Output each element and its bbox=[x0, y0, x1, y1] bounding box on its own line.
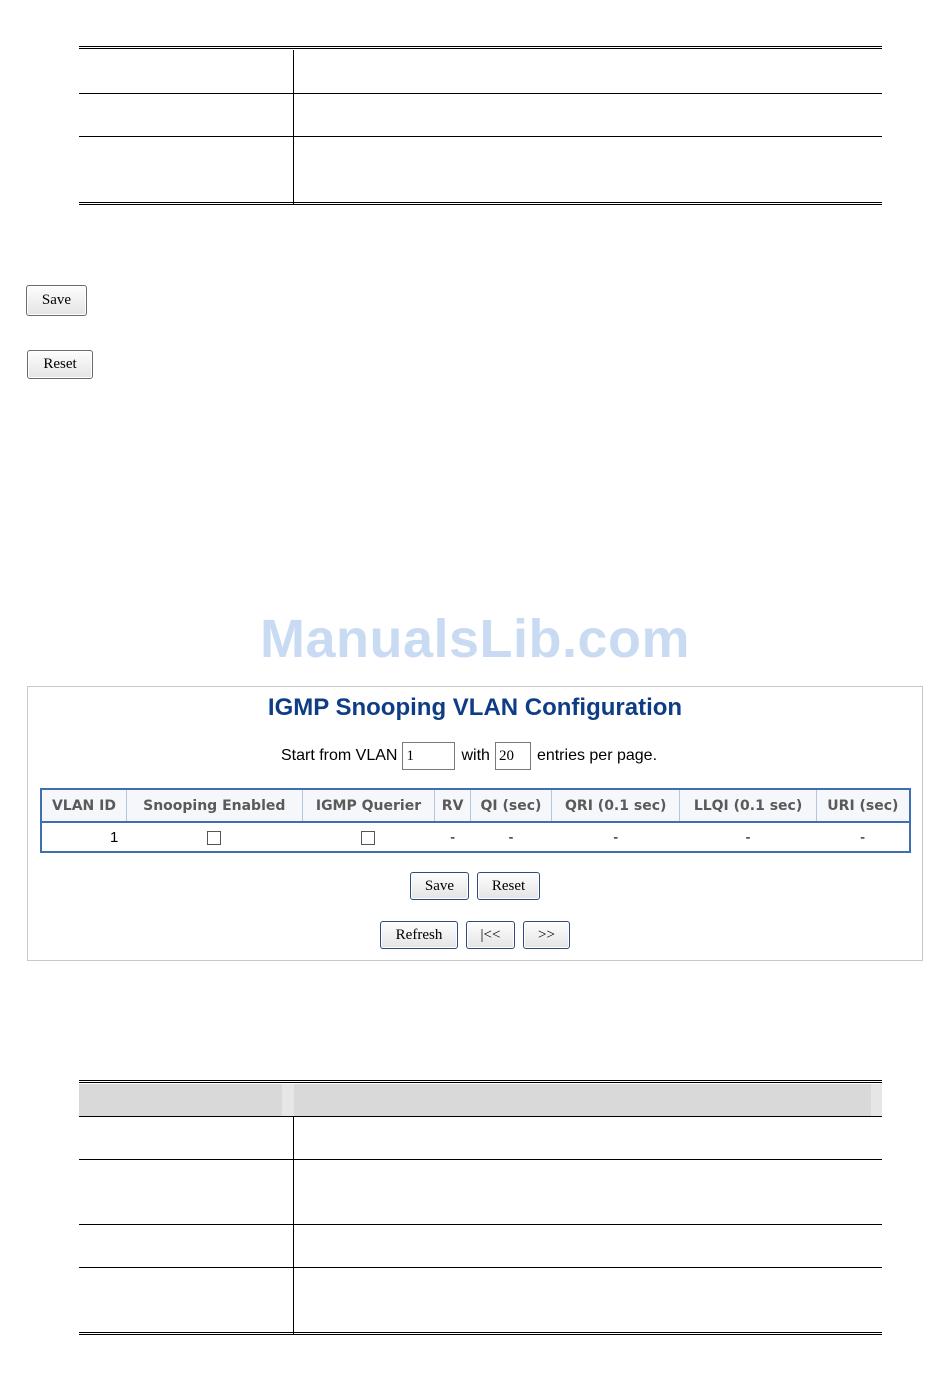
entries-per-page-label: entries per page. bbox=[536, 747, 658, 764]
reset-button[interactable]: Reset bbox=[27, 350, 93, 379]
qri-cell: - bbox=[613, 828, 619, 846]
table-row bbox=[41, 822, 910, 852]
vlan-config-table bbox=[40, 788, 911, 853]
table-header-row bbox=[41, 789, 910, 822]
panel-save-button[interactable]: Save bbox=[410, 872, 469, 900]
next-page-button[interactable]: >> bbox=[523, 921, 570, 949]
snooping-enabled-cell bbox=[126, 822, 302, 852]
col-qri: QRI (0.1 sec) bbox=[552, 789, 680, 822]
page-title: IGMP Snooping VLAN Configuration bbox=[267, 694, 683, 721]
col-snooping-enabled: Snooping Enabled bbox=[126, 789, 302, 822]
start-from-label: Start from VLAN bbox=[281, 747, 398, 764]
qi-cell: - bbox=[508, 828, 514, 846]
col-igmp-querier: IGMP Querier bbox=[302, 789, 435, 822]
panel-reset-button[interactable]: Reset bbox=[477, 872, 540, 900]
igmp-querier-checkbox[interactable] bbox=[361, 831, 375, 845]
save-button[interactable]: Save bbox=[26, 285, 87, 316]
watermark: ManualsLib.com bbox=[259, 609, 691, 669]
col-rv: RV bbox=[435, 789, 471, 822]
start-vlan-input[interactable] bbox=[402, 742, 455, 770]
paging-row bbox=[281, 742, 657, 770]
refresh-button[interactable]: Refresh bbox=[380, 921, 458, 949]
entries-per-page-input[interactable] bbox=[495, 742, 531, 770]
vlan-id-cell: 1 bbox=[110, 828, 119, 846]
top-parameter-table bbox=[79, 46, 882, 208]
llqi-cell: - bbox=[745, 828, 751, 846]
col-qi: QI (sec) bbox=[470, 789, 551, 822]
first-page-button[interactable]: |<< bbox=[466, 921, 515, 949]
col-vlan-id: VLAN ID bbox=[41, 789, 126, 822]
uri-cell: - bbox=[860, 828, 866, 846]
col-uri: URI (sec) bbox=[816, 789, 910, 822]
igmp-querier-cell bbox=[302, 822, 435, 852]
with-label: with bbox=[461, 747, 490, 764]
col-llqi: LLQI (0.1 sec) bbox=[680, 789, 816, 822]
snooping-enabled-checkbox[interactable] bbox=[207, 831, 221, 845]
rv-cell: - bbox=[450, 828, 456, 846]
bottom-parameter-table bbox=[79, 1080, 882, 1336]
